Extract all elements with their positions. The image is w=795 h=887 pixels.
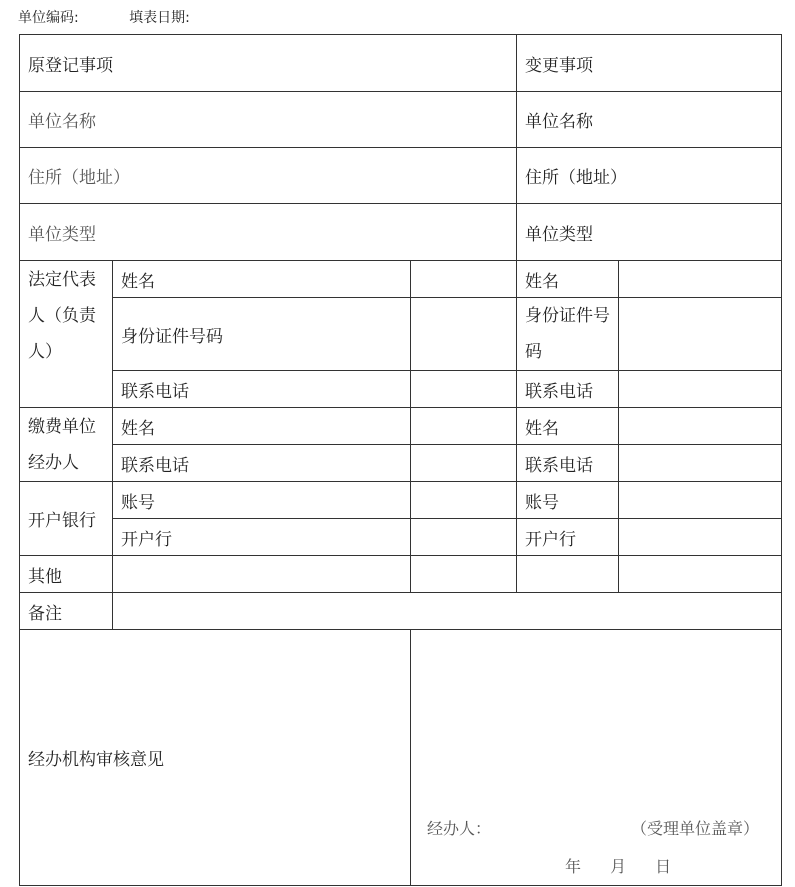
legal-name-new-label: 姓名 <box>517 261 619 298</box>
other-old-value[interactable] <box>113 556 411 593</box>
fill-date-label: 填表日期: <box>129 10 190 26</box>
legal-phone-label: 联系电话 <box>113 371 411 408</box>
payer-name-label: 姓名 <box>113 408 411 445</box>
branch-new-value[interactable] <box>619 519 782 556</box>
orig-unit-type: 单位类型 <box>20 204 517 261</box>
account-old-value[interactable] <box>411 482 517 519</box>
orig-unit-name: 单位名称 <box>20 92 517 148</box>
legal-id-label: 身份证件号码 <box>113 298 411 371</box>
change-registration-table <box>19 34 782 886</box>
legal-id-new-value[interactable] <box>619 298 782 371</box>
legal-rep-label: 法定代表人（负责人） <box>20 261 113 408</box>
branch-new-label: 开户行 <box>517 519 619 556</box>
branch-old-value[interactable] <box>411 519 517 556</box>
date-label: 年 月 日 <box>565 857 672 876</box>
orig-items-header: 原登记事项 <box>20 35 517 92</box>
payer-phone-old-value[interactable] <box>411 445 517 482</box>
payer-name-new-value[interactable] <box>619 408 782 445</box>
payer-name-new-label: 姓名 <box>517 408 619 445</box>
remark-value[interactable] <box>113 593 782 630</box>
legal-name-old-value[interactable] <box>411 261 517 298</box>
payer-phone-new-label: 联系电话 <box>517 445 619 482</box>
other-label: 其他 <box>20 556 113 593</box>
other-new-extra[interactable] <box>619 556 782 593</box>
legal-phone-old-value[interactable] <box>411 371 517 408</box>
payer-label: 缴费单位经办人 <box>20 408 113 482</box>
review-label: 经办机构审核意见 <box>20 630 411 886</box>
account-new-value[interactable] <box>619 482 782 519</box>
account-new-label: 账号 <box>517 482 619 519</box>
unit-code-label: 单位编码: <box>18 10 79 26</box>
new-unit-name: 单位名称 <box>517 92 782 148</box>
legal-id-new-label: 身份证件号码 <box>517 298 619 371</box>
legal-phone-new-value[interactable] <box>619 371 782 408</box>
other-new-value[interactable] <box>517 556 619 593</box>
branch-label: 开户行 <box>113 519 411 556</box>
other-old-extra[interactable] <box>411 556 517 593</box>
bank-label: 开户银行 <box>20 482 113 556</box>
change-items-header: 变更事项 <box>517 35 782 92</box>
new-address: 住所（地址） <box>517 148 782 204</box>
legal-id-old-value[interactable] <box>411 298 517 371</box>
payer-phone-new-value[interactable] <box>619 445 782 482</box>
payer-phone-label: 联系电话 <box>113 445 411 482</box>
handler-label: 经办人： <box>427 819 492 838</box>
legal-phone-new-label: 联系电话 <box>517 371 619 408</box>
account-label: 账号 <box>113 482 411 519</box>
legal-name-new-value[interactable] <box>619 261 782 298</box>
orig-address: 住所（地址） <box>20 148 517 204</box>
seal-label: （受理单位盖章） <box>631 819 760 838</box>
legal-name-label: 姓名 <box>113 261 411 298</box>
payer-name-old-value[interactable] <box>411 408 517 445</box>
remark-label: 备注 <box>20 593 113 630</box>
review-signature-area[interactable] <box>411 630 782 886</box>
new-unit-type: 单位类型 <box>517 204 782 261</box>
form-header <box>18 7 190 27</box>
